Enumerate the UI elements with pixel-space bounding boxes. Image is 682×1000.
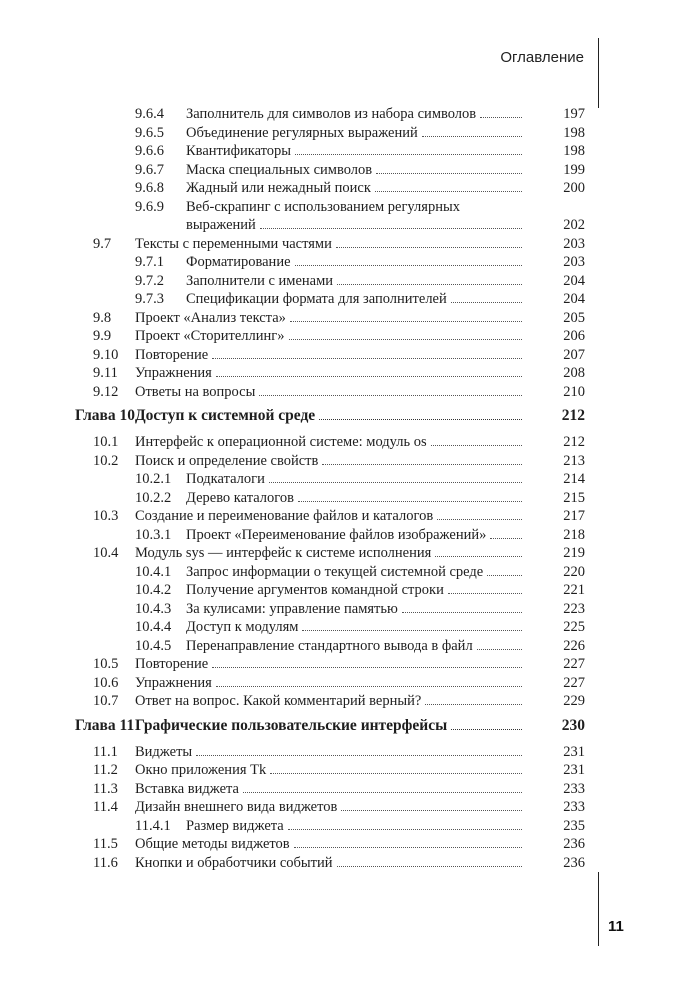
toc-entry-row (0, 797, 682, 817)
toc-entry-title: Перенаправление стандартного вывода в файл (186, 637, 473, 654)
toc-entry-number: 11.3 (93, 780, 118, 797)
toc-entry-title: Окно приложения Tk (135, 762, 267, 778)
dot-leader (289, 326, 523, 340)
toc-entry-title: Виджеты (135, 743, 193, 760)
toc-entry-number: Глава 11 (75, 716, 135, 734)
toc-entry-title: Интерфейс к операционной системе: модуль os (135, 434, 427, 450)
toc-entry-number: 9.7.3 (135, 291, 164, 307)
toc-entry-title: Ответ на вопрос. Какой комментарий верный? (135, 693, 422, 709)
toc-entry-title: Заполнители с именами (186, 272, 334, 289)
toc-entry-number: 9.6.8 (135, 180, 164, 196)
toc-entry-page: 231 (563, 743, 585, 760)
dot-leader (487, 562, 522, 576)
dot-leader (336, 234, 522, 248)
dot-leader (319, 406, 522, 420)
toc-entry-title: Маска специальных символов (186, 161, 373, 178)
toc-entry-number: 11.4.1 (135, 817, 171, 834)
toc-entry-title: Дизайн внешнего вида виджетов (135, 799, 338, 815)
toc-entry-title: Запрос информации о текущей системной среде (186, 563, 484, 580)
dot-leader (375, 178, 522, 192)
toc-entry-number: 10.4 (93, 545, 119, 561)
toc-entry-title: Графические пользовательские интерфейсы (135, 716, 448, 734)
toc-entry-page: 231 (563, 762, 585, 778)
toc-entry-row (0, 363, 682, 383)
toc-entry-number: 10.5 (93, 656, 119, 672)
dot-leader (477, 636, 522, 650)
toc-entry-page: 236 (563, 836, 585, 852)
toc-entry-row (0, 308, 682, 328)
toc-entry-number: 9.6.4 (135, 106, 164, 122)
toc-entry-row (0, 104, 682, 124)
toc-entry-page: 208 (563, 365, 585, 381)
dot-leader (490, 525, 522, 539)
toc-entry-title: Тексты с переменными частями (135, 235, 332, 252)
toc-entry-page: 236 (563, 854, 585, 871)
header-rule (598, 38, 599, 108)
toc-entry-number: 11.2 (93, 762, 118, 778)
toc-entry-row (0, 580, 682, 600)
toc-entry-number: 10.4.5 (135, 637, 172, 654)
dot-leader (259, 382, 522, 396)
toc-entry-row (0, 252, 682, 272)
toc-entry-row-continued (0, 215, 682, 235)
toc-entry-number: 9.11 (93, 365, 118, 381)
toc-entry-title: Вставка виджета (135, 780, 239, 797)
toc-entry-page: 223 (563, 600, 585, 617)
toc-entry-row (0, 289, 682, 309)
toc-entry-row (0, 691, 682, 711)
footer-rule (598, 872, 599, 946)
toc-entry-title: Поиск и определение свойств (135, 452, 319, 469)
toc-entry-number: 9.7.1 (135, 254, 164, 270)
dot-leader (216, 673, 522, 687)
toc-entry-title: Объединение регулярных выражений (186, 124, 418, 141)
toc-entry-title: Упражнения (135, 365, 212, 381)
toc-entry-title: Проект «Переименование файлов изображений» (186, 526, 487, 543)
toc-entry-number: 9.8 (93, 309, 112, 326)
toc-entry-row (0, 742, 682, 762)
toc-entry-page: 215 (563, 489, 585, 506)
toc-entry-title: Заполнитель для символов из набора символов (186, 106, 477, 122)
toc-entry-page: 212 (561, 407, 585, 424)
dot-leader (341, 797, 522, 811)
toc-entry-number: 9.6.9 (135, 198, 164, 215)
toc-entry-row (0, 816, 682, 836)
toc-entry-number: 11.4 (93, 799, 118, 815)
dot-leader (402, 599, 522, 613)
toc-entry-page: 202 (563, 217, 585, 233)
toc-entry-row (0, 525, 682, 545)
toc-entry-page: 220 (563, 563, 585, 580)
dot-leader (288, 816, 522, 830)
toc-entry-title: Спецификации формата для заполнителей (186, 291, 447, 307)
dot-leader (322, 451, 522, 465)
toc-entry-number: 10.4.4 (135, 619, 172, 635)
dot-leader (337, 853, 523, 867)
toc-entry-number: 10.4.1 (135, 563, 172, 580)
dot-leader (480, 104, 522, 118)
toc-entry-number: 9.10 (93, 346, 119, 363)
toc-entry-row (0, 543, 682, 563)
toc-entry-title: Модуль sys — интерфейс к системе исполнения (135, 545, 432, 561)
toc-entry-row (0, 432, 682, 452)
toc-entry-number: 10.6 (93, 674, 119, 691)
toc-entry-row (0, 617, 682, 637)
dot-leader (437, 506, 522, 520)
toc-entry-page: 226 (563, 637, 585, 654)
page-number: 11 (608, 918, 624, 935)
toc-entry-number: 9.6.5 (135, 124, 164, 141)
toc-entry-row (0, 123, 682, 143)
dot-leader (298, 488, 522, 502)
dot-leader (435, 543, 522, 557)
toc-entry-row (0, 834, 682, 854)
dot-leader (295, 252, 522, 266)
toc-entry-page: 205 (563, 309, 585, 326)
dot-leader (196, 742, 522, 756)
dot-leader (269, 469, 522, 483)
toc-entry-title: Ответы на вопросы (135, 383, 256, 400)
toc-entry-page: 213 (563, 452, 585, 469)
toc-entry-page: 210 (563, 383, 585, 400)
toc-entry-row (0, 636, 682, 656)
toc-entry-number: 9.6.6 (135, 143, 164, 159)
dot-leader (216, 363, 522, 377)
toc-entry-row (0, 141, 682, 161)
dot-leader (302, 617, 522, 631)
toc-entry-page: 207 (563, 346, 585, 363)
toc-entry-title: Кнопки и обработчики событий (135, 854, 333, 871)
toc-entry-title: Дерево каталогов (186, 489, 294, 506)
toc-entry-title: Создание и переименование файлов и каталогов (135, 508, 434, 524)
toc-entry-number: 11.5 (93, 836, 118, 852)
toc-entry-row (0, 654, 682, 674)
toc-entry-number: 9.7.2 (135, 272, 164, 289)
toc-entry-page: 198 (563, 124, 585, 141)
dot-leader (294, 834, 522, 848)
toc-entry-page: 197 (563, 106, 585, 122)
toc-entry-number: 10.2.2 (135, 489, 172, 506)
toc-entry-title: Повторение (135, 346, 209, 363)
toc-entry-title: Повторение (135, 656, 209, 672)
toc-entry-row (0, 853, 682, 873)
toc-entry-number: 10.2 (93, 452, 119, 469)
toc-entry-title: Упражнения (135, 674, 212, 691)
toc-entry-row (0, 469, 682, 489)
dot-leader (448, 580, 522, 594)
toc-entry-number: 11.6 (93, 854, 118, 871)
toc-entry-row (0, 673, 682, 693)
toc-entry-page: 217 (563, 508, 585, 524)
toc-entry-title: Доступ к системной среде (135, 407, 316, 424)
toc-entry-page: 229 (563, 693, 585, 709)
toc-entry-number: 11.1 (93, 743, 118, 760)
toc-entry-number: 10.3 (93, 508, 119, 524)
toc-entry-number: 9.12 (93, 383, 119, 400)
toc-entry-title: Проект «Сторителлинг» (135, 328, 285, 344)
dot-leader (243, 779, 522, 793)
toc-entry-title: Проект «Анализ текста» (135, 309, 286, 326)
toc-entry-title: Квантификаторы (186, 143, 292, 159)
toc-entry-row (0, 506, 682, 526)
toc-chapter-row (0, 406, 682, 426)
toc-entry-title: Подкаталоги (186, 471, 265, 487)
toc-entry-page: 204 (563, 291, 585, 307)
toc-entry-page: 203 (563, 235, 585, 252)
dot-leader (212, 654, 522, 668)
toc-entry-page: 221 (563, 582, 585, 598)
toc-entry-page: 227 (563, 656, 585, 672)
dot-leader (425, 691, 522, 705)
toc-entry-page: 204 (563, 272, 585, 289)
toc-entry-title: Размер виджета (186, 817, 284, 834)
toc-entry-row (0, 760, 682, 780)
toc-entry-row (0, 197, 682, 217)
toc-entry-title: Общие методы виджетов (135, 836, 290, 852)
toc-entry-page: 198 (563, 143, 585, 159)
toc-entry-title: Форматирование (186, 254, 291, 270)
dot-leader (212, 345, 522, 359)
dot-leader (260, 215, 522, 229)
toc-entry-title: За кулисами: управление памятью (186, 600, 398, 617)
toc-entry-page: 214 (563, 471, 585, 487)
toc-entry-row (0, 326, 682, 346)
dot-leader (270, 760, 522, 774)
toc-entry-page: 199 (563, 161, 585, 178)
toc-entry-row (0, 382, 682, 402)
toc-entry-number: 10.7 (93, 693, 119, 709)
toc-entry-number: 9.6.7 (135, 161, 164, 178)
dot-leader (376, 160, 522, 174)
toc-entry-number: 10.2.1 (135, 471, 172, 487)
dot-leader (295, 141, 522, 155)
toc-entry-page: 203 (563, 254, 585, 270)
dot-leader (451, 289, 522, 303)
toc-entry-row (0, 599, 682, 619)
toc-entry-row (0, 488, 682, 508)
toc-entry-number: Глава 10 (75, 407, 136, 424)
toc-entry-page: 233 (563, 799, 585, 815)
toc-entry-page: 225 (563, 619, 585, 635)
dot-leader (422, 123, 522, 137)
toc-entry-row (0, 451, 682, 471)
toc-entry-row (0, 779, 682, 799)
dot-leader (451, 716, 522, 730)
toc-entry-page: 230 (561, 716, 585, 734)
toc-entry-title: Веб-скрапинг с использованием регулярных (186, 198, 460, 215)
toc-entry-row (0, 271, 682, 291)
toc-entry-number: 9.7 (93, 235, 112, 252)
toc-entry-number: 10.3.1 (135, 526, 172, 543)
toc-entry-title: Доступ к модулям (186, 619, 299, 635)
toc-entry-row (0, 178, 682, 198)
toc-entry-number: 10.4.2 (135, 582, 172, 598)
toc-entry-number: 9.9 (93, 328, 112, 344)
toc-chapter-row (0, 716, 682, 736)
toc-entry-row (0, 562, 682, 582)
toc-entry-page: 233 (563, 780, 585, 797)
toc-entry-title: Жадный или нежадный поиск (186, 180, 371, 196)
dot-leader (337, 271, 522, 285)
toc-entry-page: 212 (563, 434, 585, 450)
running-header-title: Оглавление (500, 49, 584, 66)
toc-entry-page: 227 (563, 674, 585, 691)
toc-entry-page: 200 (563, 180, 585, 196)
toc-entry-number: 10.4.3 (135, 600, 172, 617)
dot-leader (431, 432, 522, 446)
toc-entry-number: 10.1 (93, 434, 119, 450)
toc-entry-row (0, 345, 682, 365)
toc-entry-title-continued: выражений (186, 217, 256, 233)
toc-entry-page: 218 (563, 526, 585, 543)
dot-leader (290, 308, 522, 322)
toc-entry-page: 235 (563, 817, 585, 834)
toc-entry-row (0, 234, 682, 254)
toc-entry-page: 219 (563, 545, 585, 561)
toc-entry-row (0, 160, 682, 180)
toc-entry-title: Получение аргументов командной строки (186, 582, 444, 598)
toc-entry-page: 206 (563, 328, 585, 344)
